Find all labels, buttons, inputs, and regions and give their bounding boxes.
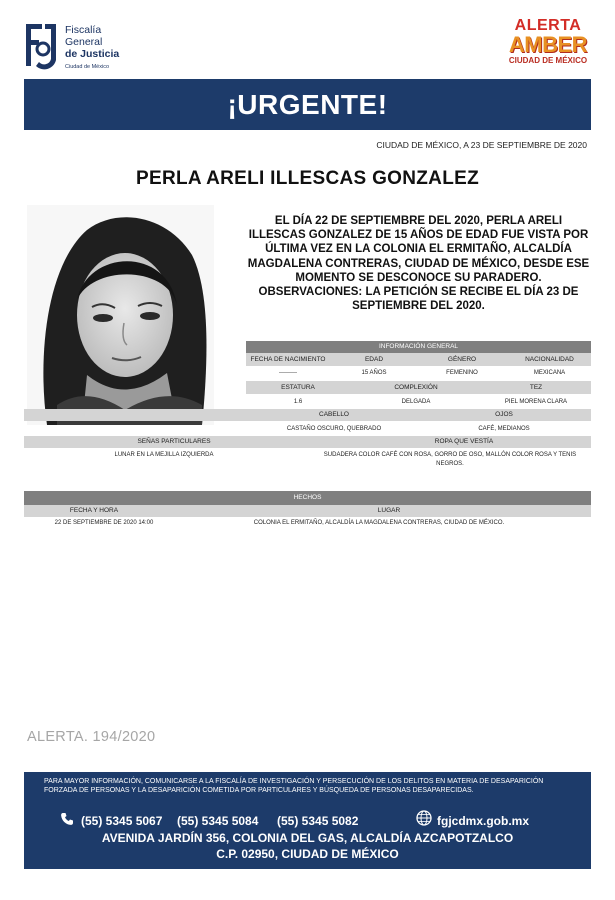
hechos-header: HECHOS xyxy=(24,491,591,505)
description-text xyxy=(246,214,591,313)
portrait-image xyxy=(27,205,214,425)
urgent-banner: ¡URGENTE! xyxy=(24,79,591,130)
hair-label: CABELLO xyxy=(319,411,349,418)
globe-icon xyxy=(416,810,432,826)
height-value: 1.6 xyxy=(293,399,303,405)
amber-logo-city: CIUDAD DE MÉXICO xyxy=(508,56,588,65)
footer-info-text: PARA MAYOR INFORMACIÓN, COMUNICARSE A LA FISCALÍA DE INVESTIGACIÓN Y PERSECUCIÓN DE LOS DELITOS EN MATERIA DE DESAPARICIÓN FORZADA DE PERSONAS Y LA DESAPARICIÓN COMETIDA POR PARTICULARES Y BÚSQUEDA DE PERSONAS DESAPARECIDAS. xyxy=(44,778,544,794)
eyes-value: CAFÉ, MEDIANOS xyxy=(478,426,530,432)
fgj-emblem-icon xyxy=(22,22,60,72)
age-label: EDAD xyxy=(364,356,384,363)
contact-footer xyxy=(24,772,591,869)
missing-person-photo xyxy=(27,205,214,425)
fgj-name-line2: General xyxy=(65,36,103,48)
eyes-label: OJOS xyxy=(495,411,513,418)
info-row-labels xyxy=(246,381,591,394)
date-line: CIUDAD DE MÉXICO, A 23 DE SEPTIEMBRE DE 2020 xyxy=(376,140,587,150)
datetime-value: 22 DE SEPTIEMBRE DE 2020 14:00 xyxy=(54,520,154,526)
build-value: DELGADA xyxy=(401,399,431,405)
fgj-city: Ciudad de México xyxy=(65,64,110,70)
marks-label: SEÑAS PARTICULARES xyxy=(137,438,211,445)
marks-value: LUNAR EN LA MEJILLA IZQUIERDA xyxy=(114,452,214,458)
hechos-values xyxy=(24,517,591,529)
fgj-logo xyxy=(22,22,142,77)
amber-logo-alerta: ALERTA xyxy=(514,17,582,34)
hechos-labels xyxy=(24,505,591,517)
skin-label: TEZ xyxy=(529,384,543,391)
skin-value: PIEL MORENA CLARA xyxy=(504,399,568,405)
description-paragraph: EL DÍA 22 DE SEPTIEMBRE DEL 2020, PERLA ARELI ILLESCAS GONZALEZ DE 15 AÑOS DE EDAD FUE VISTA POR ÚLTIMA VEZ EN LA COLONIA EL ERMITAÑO, ALCALDÍA MAGDALENA CONTRERAS, CIUDAD DE MÉXICO, DESDE ESE MOMENTO SE DESCONOCE SU PARADERO. xyxy=(247,215,590,284)
person-name: PERLA ARELI ILLESCAS GONZALEZ xyxy=(136,168,479,189)
info-row-values xyxy=(24,449,591,473)
birth-date-value: --------- xyxy=(279,370,297,376)
info-row-values xyxy=(246,396,591,408)
info-general-header: INFORMACIÓN GENERAL xyxy=(246,341,591,353)
address-line-1: AVENIDA JARDÍN 356, COLONIA DEL GAS, ALCALDÍA AZCAPOTZALCO xyxy=(101,831,514,845)
fgj-name-line1: Fiscalía xyxy=(65,24,102,36)
datetime-label: FECHA Y HORA xyxy=(69,507,119,514)
phone-number-3[interactable]: (55) 5345 5082 xyxy=(277,814,359,828)
website-link[interactable]: fgjcdmx.gob.mx xyxy=(437,814,530,828)
place-value: COLONIA EL ERMITAÑO, ALCALDÍA LA MAGDALENA CONTRERAS, CIUDAD DE MÉXICO. xyxy=(253,520,505,526)
phone-number-1[interactable]: (55) 5345 5067 xyxy=(81,814,163,828)
clothes-value: SUDADERA COLOR CAFÉ CON ROSA, GORRO DE OSO, MALLÓN COLOR ROSA Y TENIS NEGROS. xyxy=(323,452,577,467)
clothes-label: ROPA QUE VESTÍA xyxy=(434,438,494,445)
info-row-labels xyxy=(24,436,591,448)
phone-icon xyxy=(60,812,74,826)
gender-value: FEMENINO xyxy=(446,370,478,376)
gender-label: GÉNERO xyxy=(447,356,477,363)
observations-paragraph: OBSERVACIONES: LA PETICIÓN SE RECIBE EL DÍA 23 DE SEPTIEMBRE DEL 2020. xyxy=(258,286,579,313)
place-label: LUGAR xyxy=(377,507,401,514)
height-label: ESTATURA xyxy=(281,384,315,391)
birth-date-label: FECHA DE NACIMIENTO xyxy=(250,356,326,363)
address-line-2: C.P. 02950, CIUDAD DE MÉXICO xyxy=(216,847,399,861)
info-row-values xyxy=(246,367,591,379)
age-value: 15 AÑOS xyxy=(361,370,387,376)
alerta-amber-logo xyxy=(508,18,588,76)
info-row-labels xyxy=(24,409,591,421)
alert-number: ALERTA. 194/2020 xyxy=(27,729,156,745)
info-row-values xyxy=(24,423,591,435)
nationality-label: NACIONALIDAD xyxy=(525,356,574,363)
build-label: COMPLEXIÓN xyxy=(394,384,438,391)
nationality-value: MEXICANA xyxy=(533,370,566,376)
hair-value: CASTAÑO OSCURO, QUEBRADO xyxy=(286,426,382,432)
phone-number-2[interactable]: (55) 5345 5084 xyxy=(177,814,259,828)
fgj-name-line3: de Justicia xyxy=(65,48,120,60)
info-row-labels xyxy=(246,353,591,366)
amber-logo-amber: AMBER xyxy=(508,32,588,57)
